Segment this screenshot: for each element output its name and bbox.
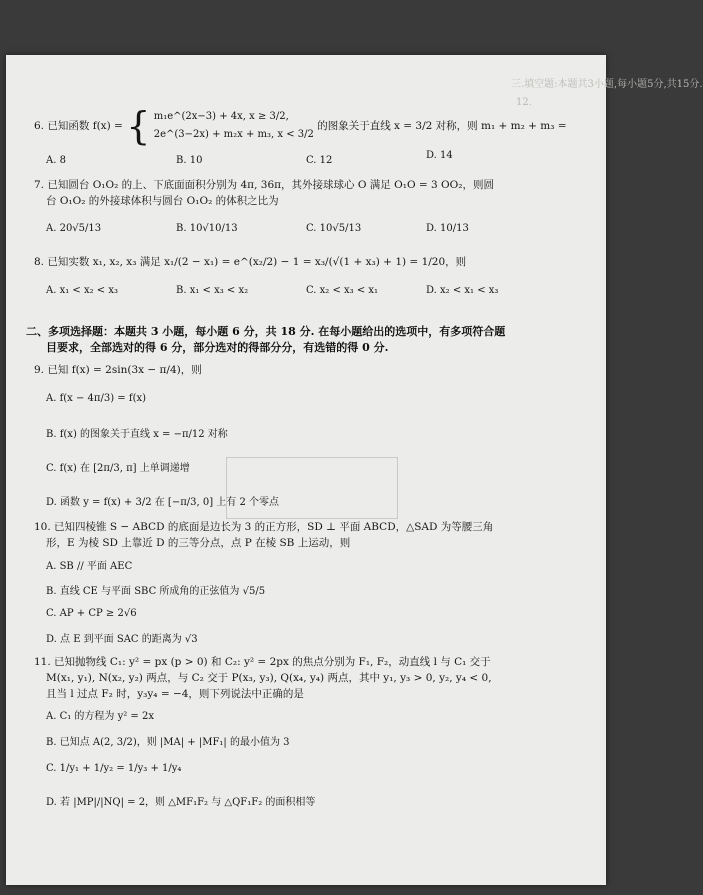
q10-option-d: D. 点 E 到平面 SAC 的距离为 √3 (46, 634, 198, 645)
q6-piecewise (154, 108, 314, 144)
question-10-line-2: 形，E 为棱 SD 上靠近 D 的三等分点，点 P 在棱 SB 上运动，则 (46, 537, 351, 549)
q6-case-2: 2e^(3−2x) + m₂x + m₃, x < 3/2 (153, 129, 314, 140)
q10-option-b: B. 直线 CE 与平面 SBC 所成角的正弦值为 √5/5 (46, 586, 266, 597)
question-6-stem (34, 104, 567, 148)
question-7-line-2: 台 O₁O₂ 的外接球体积与圆台 O₁O₂ 的体积之比为 (46, 195, 279, 207)
question-7-line-1: 7. 已知圆台 O₁O₂ 的上、下底面面积分别为 4π, 36π，其外接球球心 O 满足 O₁O = 3 OO₂，则圆 (34, 179, 494, 191)
q6-option-b: B. 10 (176, 155, 203, 166)
q11-option-c: C. 1/y₁ + 1/y₂ = 1/y₃ + 1/y₄ (46, 763, 182, 774)
question-8-line-1: 8. 已知实数 x₁, x₂, x₃ 满足 x₁/(2 − x₁) = e^(x₂/2) − 1 = x₃/(√(1 + x₃) + 1) = 1/20，则 (34, 256, 467, 268)
q10-option-a: A. SB // 平面 AEC (46, 561, 133, 572)
q8-option-a: A. x₁ < x₂ < x₃ (46, 285, 118, 296)
piecewise-brace: { (126, 104, 151, 148)
question-10-line-1: 10. 已知四棱锥 S − ABCD 的底面是边长为 3 的正方形，SD ⊥ 平面 ABCD，△SAD 为等腰三角 (34, 521, 494, 533)
q10-option-c: C. AP + CP ≥ 2√6 (46, 608, 137, 619)
exam-page (6, 55, 703, 885)
section-2-header-line-1: 二、多项选择题：本题共 3 小题，每小题 6 分，共 18 分. 在每小题给出的选项中，有多项符合题 (26, 325, 506, 338)
bleed-through-text: 三.填空题:本题共3小题,每小题5分,共15分. (511, 79, 703, 90)
section-2-header-line-2: 目要求，全部选对的得 6 分，部分选对的得部分分，有选错的得 0 分. (46, 341, 389, 354)
question-11-line-2: M(x₁, y₁), N(x₂, y₂) 两点，与 C₂ 交于 P(x₃, y₃), Q(x₄, y₄) 两点，其中 y₁, y₃ > 0, y₂, y₄ < 0, (46, 672, 492, 684)
q11-option-a: A. C₁ 的方程为 y² = 2x (46, 711, 154, 722)
q7-option-d: D. 10/13 (426, 223, 469, 234)
question-11-line-3: 且当 l 过点 F₂ 时，y₃y₄ = −4，则下列说法中正确的是 (46, 688, 304, 700)
q9-option-c: C. f(x) 在 [2π/3, π] 上单调递增 (46, 463, 190, 474)
q7-option-b: B. 10√10/13 (176, 223, 238, 234)
q7-option-a: A. 20√5/13 (46, 223, 102, 234)
bleed-through-text: 12. (516, 97, 532, 108)
q8-option-c: C. x₂ < x₃ < x₁ (306, 285, 379, 296)
q6-prefix: 6. 已知函数 f(x) = (34, 120, 123, 132)
q11-option-d: D. 若 |MP|/|NQ| = 2，则 △MF₁F₂ 与 △QF₁F₂ 的面积相等 (46, 797, 316, 808)
q11-option-b: B. 已知点 A(2, 3/2)，则 |MA| + |MF₁| 的最小值为 3 (46, 737, 290, 748)
bleed-through-table (226, 457, 398, 519)
q7-option-c: C. 10√5/13 (306, 223, 362, 234)
q8-option-d: D. x₂ < x₁ < x₃ (426, 285, 499, 296)
q9-option-b: B. f(x) 的图象关于直线 x = −π/12 对称 (46, 429, 228, 440)
question-11-line-1: 11. 已知抛物线 C₁: y² = px (p > 0) 和 C₂: y² = 2px 的焦点分别为 F₁, F₂，动直线 l 与 C₁ 交于 (34, 656, 491, 668)
q6-option-a: A. 8 (46, 155, 66, 166)
q6-suffix: 的图象关于直线 x = 3/2 对称，则 m₁ + m₂ + m₃ = (317, 120, 567, 132)
q6-case-1: m₁e^(2x−3) + 4x, x ≥ 3/2, (153, 111, 289, 122)
q6-option-c: C. 12 (306, 155, 333, 166)
question-9-stem: 9. 已知 f(x) = 2sin(3x − π/4)，则 (34, 364, 202, 376)
q9-option-a: A. f(x − 4π/3) = f(x) (46, 393, 147, 404)
q8-option-b: B. x₁ < x₃ < x₂ (176, 285, 249, 296)
q9-option-d: D. 函数 y = f(x) + 3/2 在 [−π/3, 0] 上有 2 个零点 (46, 497, 280, 508)
q6-option-d: D. 14 (426, 150, 453, 161)
